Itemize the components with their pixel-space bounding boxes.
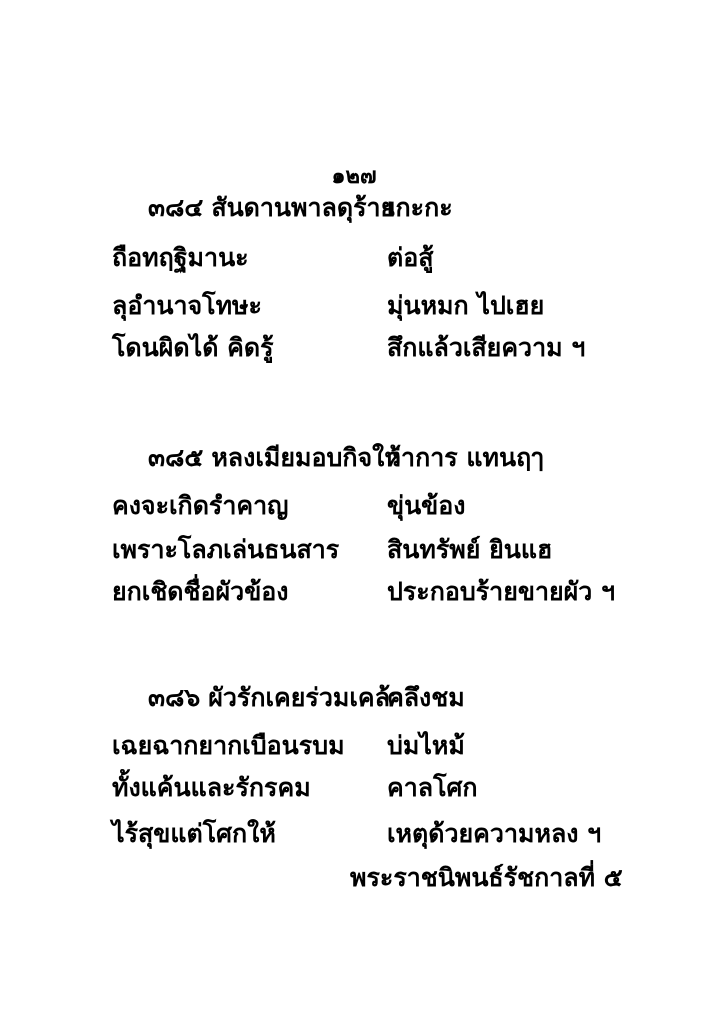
verse-line-right: บ่มไหม้ (387, 731, 465, 760)
verse-line-left: ลุอำนาจโทษะ (112, 291, 262, 320)
verse-number: ๓๘๖ (148, 683, 201, 712)
verse-line (0, 724, 708, 768)
verse-line-left: เพราะโลภเล่นธนสาร (112, 535, 340, 564)
verse-line-left: เฉยฉากยากเบือนรบม (112, 731, 345, 760)
verse-line-left: ถือทฤฐิมานะ (112, 243, 249, 272)
verse-line-left: ไร้สุขแต่โศกให้ (112, 819, 276, 848)
verse-line (0, 528, 708, 572)
verse-line (0, 186, 708, 230)
verse-line (0, 484, 708, 528)
verse-line (0, 236, 708, 280)
verse-line-left: คงจะเกิดรำคาญ (112, 491, 289, 520)
verse-line-left: ๓๘๔ สันดานพาลดุร้าย (148, 193, 396, 222)
verse-line-right: ว่าการ แทนฤๅ (387, 443, 544, 472)
verse-line-right: เหตุด้วยความหลง ฯ (387, 819, 602, 848)
verse-number: ๓๘๕ (148, 443, 204, 472)
verse-line (0, 570, 708, 614)
verse-line (0, 436, 708, 480)
verse-number: ๓๘๔ (148, 193, 204, 222)
verse-line-right: มุ่นหมก ไปเฮย (387, 291, 545, 320)
verse-line (0, 676, 708, 720)
verse-line-right: สึกแล้วเสียความ ฯ (387, 333, 586, 362)
attribution: พระราชนิพนธ์รัชกาลที่ ๕ (350, 863, 623, 892)
verse-line-right: คาลโศก (387, 773, 478, 802)
verse-line-left: ๓๘๖ ผัวรักเคยร่วมเคล้า (148, 683, 404, 712)
verse-line (0, 766, 708, 810)
verse-line-left: ทั้งแค้นและรักรคม (112, 773, 311, 802)
verse-line-right: ต่อสู้ (387, 243, 434, 272)
verse-line-left: ๓๘๕ หลงเมียมอบกิจให้ (148, 443, 401, 472)
verse-line-right: เกะกะ (387, 193, 453, 222)
page-number: ๑๒๗ (331, 163, 377, 189)
verse-line-right: สินทรัพย์ ยินแฮ (387, 535, 553, 564)
verse-line (0, 284, 708, 328)
verse-line (0, 326, 708, 370)
verse-line (0, 812, 708, 856)
verse-line-left: โดนผิดได้ คิดรู้ (112, 333, 274, 362)
verse-line-right: ขุ่นข้อง (387, 491, 466, 520)
verse-line-right: คลึงชม (387, 683, 465, 712)
verse-line-left: ยกเชิดชื่อผัวข้อง (112, 577, 289, 606)
verse-line-right: ประกอบร้ายขายผัว ฯ (387, 577, 616, 606)
